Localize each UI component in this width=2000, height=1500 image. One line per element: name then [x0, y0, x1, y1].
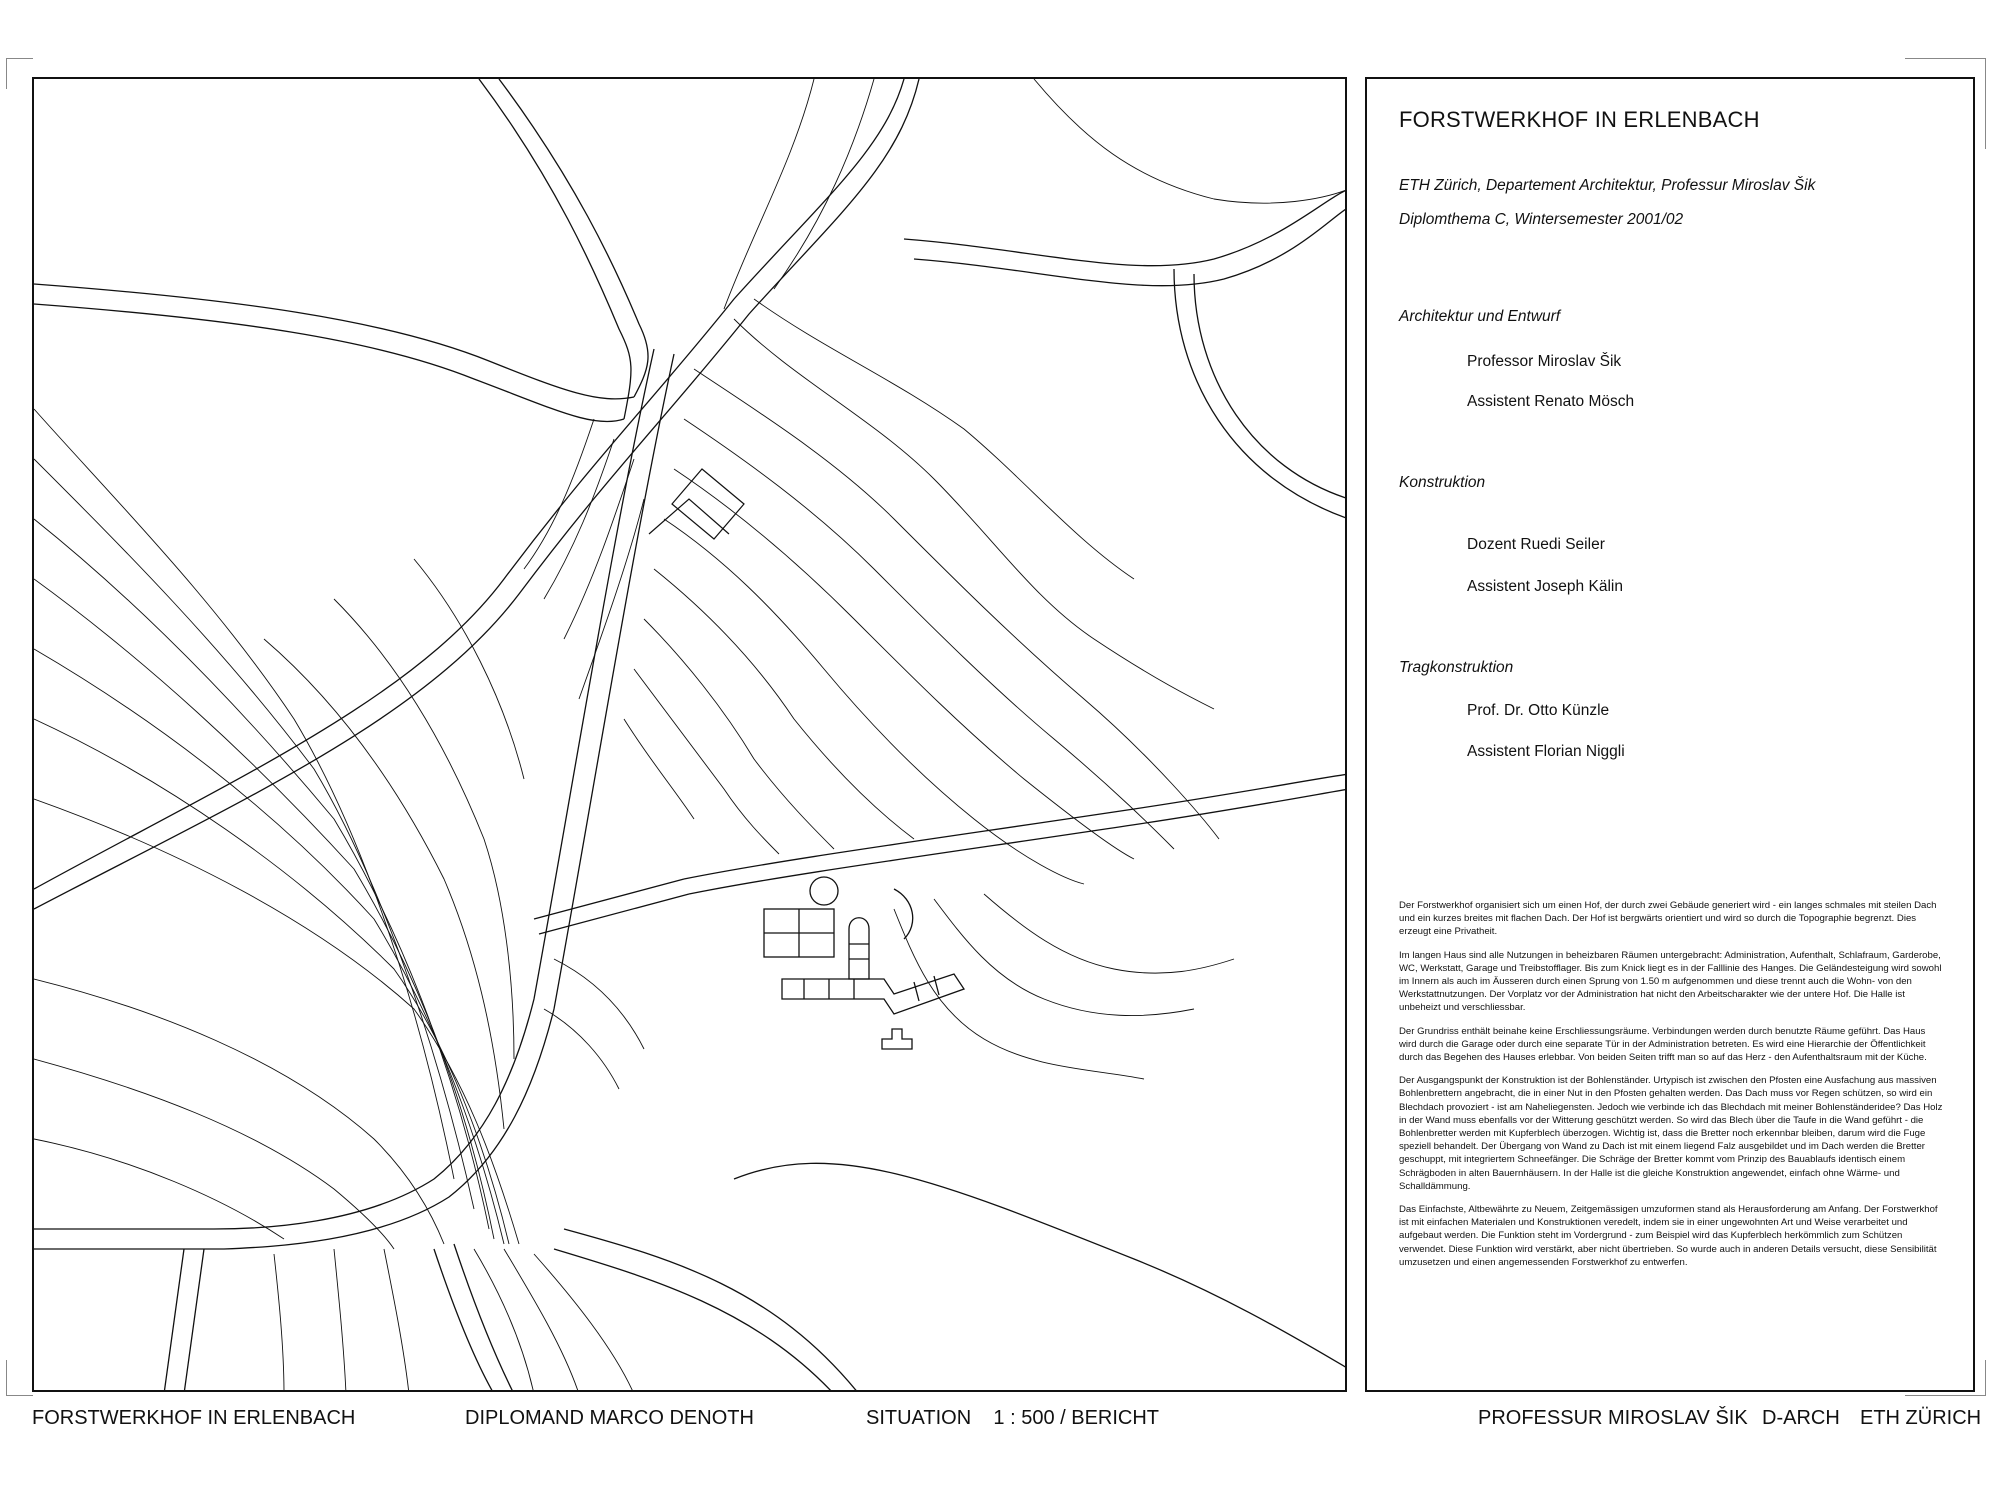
road-north-branch [499, 79, 648, 397]
subject: Diplomthema C, Wintersemester 2001/02 [1399, 211, 1684, 228]
road-to-village [34, 349, 654, 1229]
road-north-branch [479, 79, 631, 419]
road-south-mid [434, 1249, 494, 1392]
existing-building [649, 469, 744, 539]
road-to-west [34, 284, 634, 399]
report-paragraph: Der Grundriss enthält beinahe keine Erschliessungsräume. Verbindungen werden durch benutzte Räume geführt. Das Haus wird durch die Garage oder durch eine separate Tür in der Administration betreten. Es wird eine Hierarchie der Öffentlichkeit durch das Begehen des Hauses erlebbar. Von beiden Seiten trifft man so auf das Herz - den Aufenthaltsraum mit der Küche. [1399, 1025, 1927, 1064]
footer-student: DIPLOMAND MARCO DENOTH [465, 1407, 754, 1429]
road-cross [539, 894, 689, 934]
panel-title: FORSTWERKHOF IN ERLENBACH [1399, 107, 1760, 132]
footer-drawing-scale: SITUATION 1 : 500 / BERICHT [866, 1407, 1160, 1429]
footer-project: FORSTWERKHOF IN ERLENBACH [32, 1407, 356, 1429]
section-heading-construction: Konstruktion [1399, 474, 1486, 491]
crop-mark-top-left [6, 58, 33, 89]
report-paragraph: Der Forstwerkhof organisiert sich um einen Hof, der durch zwei Gebäude generiert wird - ein langes schmales mit steilen Dach und ein kurzes breites mit flachen Dach. Der Hof ist bergwärts orientiert und wird so durch die Topographie begrenzt. Dies erzeugt eine Privatheit. [1399, 900, 1937, 938]
contour-lines [34, 79, 1347, 1392]
report-paragraph: Im langen Haus sind alle Nutzungen in beheizbaren Räumen untergebracht: Administration, Aufenthalt, Schlafraum, Garderobe, WC, Werkstatt, Garage und Treibstofflager. Bis zum Knick liegt es in der Falllinie des Hanges. Die Geländesteigung wird sowohl im Innern als auch im Äusseren durch einen Sprung von 1.50 m aufgenommen und diese trennt auch die Wohn- von den Werkstattnutzungen. Der Vorplatz vor der Administration hat nicht den Arbeitscharakter wie der untere Hof. Die Halle ist unbeheizt und verschliessbar. [1399, 949, 1942, 1014]
crop-mark-bottom-left [6, 1360, 33, 1396]
team-member: Assistent Joseph Kälin [1467, 578, 1623, 595]
footer-school: ETH ZÜRICH [1860, 1407, 1982, 1429]
team-member: Prof. Dr. Otto Künzle [1467, 702, 1610, 719]
road-main-diagonal [34, 79, 919, 909]
road-south [564, 1229, 859, 1392]
road-east [904, 189, 1347, 266]
road-east-branch [1194, 274, 1347, 499]
info-panel [1365, 77, 1975, 1392]
team-member: Assistent Renato Mösch [1467, 393, 1635, 410]
forstwerkhof-buildings [764, 877, 964, 1049]
report-paragraph: Das Einfachste, Altbewährte zu Neuem, Zeitgemässigen umzuformen stand als Herausforderung am Anfang. Der Forstwerkhof ist mit einfachen Materialen und Konstruktionen veredelt, indem sie in einer ungewohnten Art und Weise verarbeitet und aufgebaut werden. Die Funktion steht im Vordergrund - zum Beispiel wird das Kupferblech herkömmlich zum Schützen verwendet. Diese Funktion wird verstärkt, aber nicht übertrieben. So wurde auch in anderen Details versucht, diese Sensibilität umzusetzen und einen angemessenden Forstwerkhof zu entwerfen. [1399, 1204, 1938, 1268]
road-cross [689, 789, 1347, 894]
footer-department: D-ARCH [1762, 1407, 1840, 1429]
road-east-branch [1174, 269, 1347, 519]
road-south-west [164, 1249, 184, 1392]
footer-chair: PROFESSUR MIROSLAV ŠIK [1478, 1407, 1748, 1429]
team-member: Assistent Florian Niggli [1467, 743, 1625, 760]
road-cross [684, 774, 1347, 879]
team-member: Dozent Ruedi Seiler [1467, 536, 1605, 553]
site-plan [32, 77, 1347, 1392]
site-plan-drawing [34, 79, 1347, 1392]
road-to-west [34, 304, 624, 422]
road-south-west [184, 1249, 204, 1392]
road-to-village [34, 354, 674, 1249]
road-south-east [734, 1163, 1347, 1369]
section-heading-design: Architektur und Entwurf [1399, 308, 1561, 325]
road-main-diagonal [34, 79, 904, 889]
tree-symbol [810, 877, 838, 905]
project-report [1399, 899, 1944, 1279]
team-member: Professor Miroslav Šik [1467, 353, 1622, 370]
report-paragraph: Der Ausgangspunkt der Konstruktion ist der Bohlenständer. Urtypisch ist zwischen den Pfosten eine Ausfachung aus massiven Bohlenbrettern angebracht, die in einer Nut in den Pfosten gehalten werden. Das Dach muss vor Regen schützen, so wird ein Blechdach provoziert - ist am Naheliegensten. Jedoch wie verbinde ich das Blechdach mit meiner Bohlenständeridee? Das Holz in der Wand muss ebenfalls vor der Witterung geschützt werden. So wird das Blech über die Taufe in die Wand geführt - die Bohlenbretter werden mit Kupferblech überzogen. Wichtig ist, dass die Bretter noch erkennbar bleiben, darum wird die Fuge speziell behandelt. Der Übergang von Wand zu Dach ist mit einem liegend Falz ausgebildet und im Dach werden die Bretter geschuppt, mit integriertem Schneefänger. Die Schräge der Bretter kommt vom Prinzip des Bauablaufs identisch einem Schrägboden in alten Bauernhäusern. In der Halle ist die gleiche Konstruktion angewendet, einfach ohne Wärme- und Schalldämmung. [1399, 1075, 1943, 1192]
institution: ETH Zürich, Departement Architektur, Professur Miroslav Šik [1399, 177, 1816, 194]
road-cross [534, 879, 684, 919]
section-heading-structure: Tragkonstruktion [1399, 659, 1514, 676]
